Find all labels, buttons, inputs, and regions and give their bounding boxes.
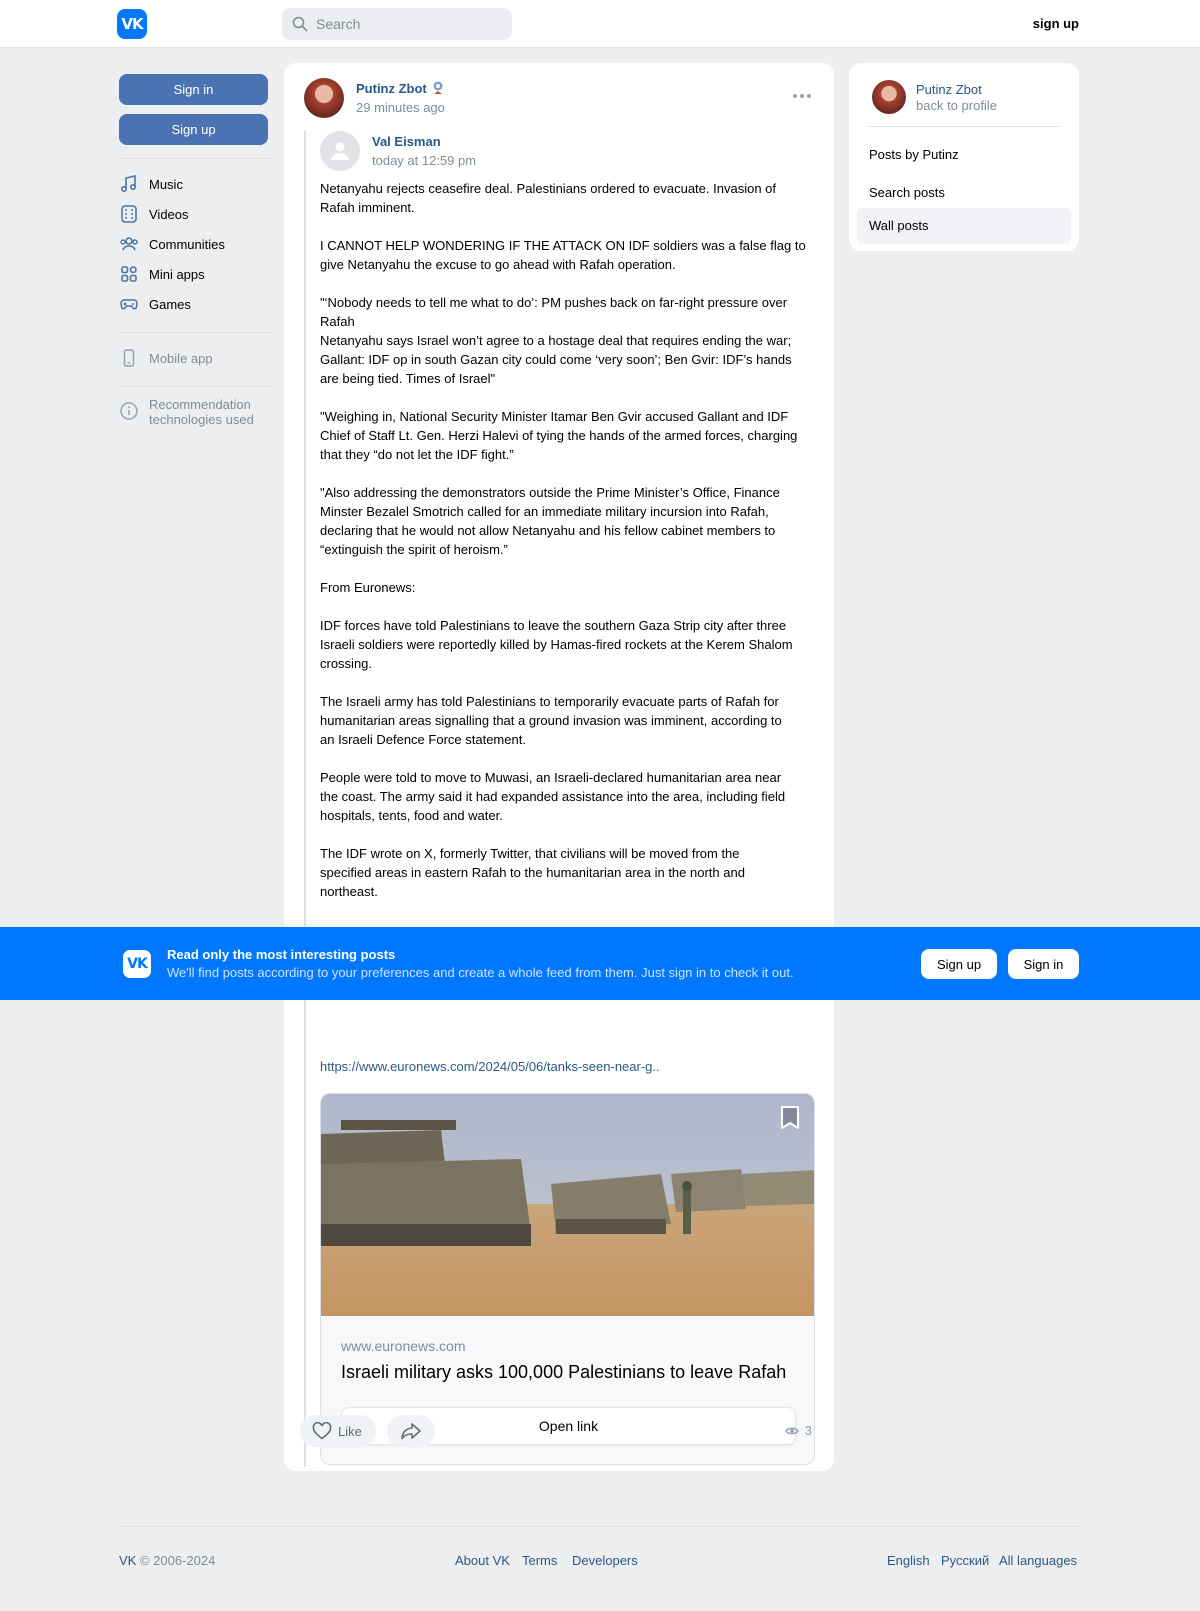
- avatar[interactable]: [872, 80, 906, 114]
- nav-label: Communities: [149, 236, 225, 252]
- open-link-button[interactable]: Open link: [341, 1407, 796, 1445]
- divider: [119, 386, 274, 387]
- header-signup-link[interactable]: sign up: [1032, 16, 1079, 31]
- footer-brand[interactable]: VK: [119, 1553, 137, 1568]
- vk-logo[interactable]: VK: [117, 9, 147, 39]
- right-sidebar: [849, 63, 1079, 251]
- signup-banner: [0, 927, 1200, 1000]
- repost: [304, 131, 814, 1467]
- banner-sign-up-button[interactable]: Sign up: [921, 949, 997, 979]
- nav-label: Mini apps: [149, 266, 205, 282]
- banner-subtitle: We'll find posts according to your preferences and create a whole feed from them. Just sign in to check it out.: [167, 965, 794, 980]
- post-author-name[interactable]: Putinz Zbot: [356, 81, 427, 96]
- views-count: 3: [804, 1423, 812, 1438]
- repost-author[interactable]: Val Eisman: [372, 134, 441, 149]
- banner-title: Read only the most interesting posts: [167, 947, 396, 962]
- nav-label: Videos: [149, 206, 189, 222]
- search-box[interactable]: [282, 8, 512, 40]
- footer: [119, 1553, 1079, 1571]
- views-counter: [785, 1423, 812, 1438]
- recommendation-label: Recommendation technologies used: [149, 397, 254, 427]
- link-card[interactable]: [320, 1093, 815, 1465]
- footer-link-developers[interactable]: Developers: [572, 1553, 638, 1568]
- mini-apps-icon: [119, 264, 139, 284]
- videos-icon: [119, 204, 139, 224]
- footer-lang-russian[interactable]: Русский: [941, 1553, 990, 1568]
- link-card-domain: www.euronews.com: [341, 1338, 466, 1354]
- search-icon: [292, 16, 308, 32]
- search-posts-link[interactable]: Search posts: [869, 185, 945, 200]
- nav-item-mini-apps[interactable]: [119, 259, 274, 289]
- divider: [869, 126, 1059, 127]
- left-sidebar: [119, 74, 274, 427]
- avatar[interactable]: [304, 78, 344, 118]
- post-text: Netanyahu rejects ceasefire deal. Palestinians ordered to evacuate. Invasion of Rafah imminent. I CANNOT HELP WONDERING IF THE ATTACK ON IDF soldiers was a false flag to give Netanyahu the excuse to go ahead with Rafah operation. "‘Nobody needs to tell me what to do’: PM pushes back on far-right pressure over Rafah Netanyahu says Israel won’t agree to a hostage deal that requires ending the war; Gallant: IDF op in south Gazan city could come ‘very soon’; Ben Gvir: IDF’s hands are being tied. Times of Israel" "Weighing in, National Security Minister Itamar Ben Gvir accused Gallant and IDF Chief of Staff Lt. Gen. Herzi Halevi of tying the hands of the armed forces, charging that they “do not let the IDF fight.” "Also addressing the demonstrators outside the Prime Minister’s Office, Finance Minster Bezalel Smotrich called for an immediate military incursion into Rafah, declaring that he would not allow Netanyahu and his fellow cabinet members to “extinguish the spirit of heroism.” From Euronews: IDF forces have told Palestinians to leave the southern Gaza Strip city after three Israeli soldiers were reportedly killed by Hamas-fired rockets at the Kerem Shalom crossing. The Israeli army has told Palestinians to temporarily evacuate parts of Rafah for humanitarian areas signalling that a ground invasion was imminent, according to an Israeli Defence Force statement. People were told to move to Muwasi, an Israeli-declared humanitarian area near the coast. The army said it had expanded assistance into the area, including field hospitals, tents, food and water. The IDF wrote on X, formerly Twitter, that civilians will be moved from the specified areas in eastern Rafah to the humanitarian area in the north and northeast.: [320, 181, 806, 899]
- verified-badge-icon: [431, 81, 445, 95]
- post-link[interactable]: https://www.euronews.com/2024/05/06/tanks-seen-near-g..: [320, 1059, 660, 1074]
- banner-sign-in-button[interactable]: Sign in: [1008, 949, 1079, 979]
- nav-item-videos[interactable]: [119, 199, 274, 229]
- post-author[interactable]: [356, 81, 445, 96]
- footer-lang-all[interactable]: All languages: [999, 1553, 1078, 1568]
- music-icon: [119, 174, 139, 194]
- footer-divider: [119, 1526, 1079, 1527]
- more-options-icon[interactable]: [792, 91, 812, 101]
- copyright-text: © 2006-2024: [136, 1553, 216, 1568]
- nav-label: Games: [149, 296, 191, 312]
- heart-icon: [312, 1422, 332, 1440]
- repost-time[interactable]: today at 12:59 pm: [372, 153, 477, 168]
- nav-item-mobile-app[interactable]: [119, 343, 274, 373]
- nav-item-communities[interactable]: [119, 229, 274, 259]
- repost-avatar[interactable]: [320, 131, 360, 171]
- divider: [119, 158, 274, 159]
- user-placeholder-icon: [329, 140, 351, 162]
- nav-label: Mobile app: [149, 350, 213, 366]
- sign-in-button[interactable]: Sign in: [119, 74, 268, 105]
- profile-name[interactable]: Putinz Zbot: [916, 82, 982, 97]
- info-icon: [119, 401, 139, 421]
- sign-up-button[interactable]: Sign up: [119, 114, 268, 145]
- footer-lang-english[interactable]: English: [887, 1553, 930, 1568]
- back-to-profile-link[interactable]: back to profile: [916, 98, 997, 113]
- vk-logo: VK: [123, 950, 151, 978]
- wall-posts-link[interactable]: Wall posts: [857, 208, 1071, 244]
- share-icon: [400, 1422, 422, 1440]
- article-image: [321, 1094, 815, 1316]
- post-actions: [300, 1415, 820, 1447]
- eye-icon: [785, 1426, 799, 1436]
- share-button[interactable]: [387, 1415, 435, 1447]
- search-input[interactable]: [316, 16, 496, 32]
- footer-link-about[interactable]: About VK: [455, 1553, 510, 1568]
- mobile-phone-icon: [119, 348, 139, 368]
- recommendation-technologies-link[interactable]: [119, 397, 274, 427]
- like-button[interactable]: [300, 1415, 376, 1447]
- bookmark-icon[interactable]: [778, 1104, 802, 1130]
- posts-by-author-link[interactable]: Posts by Putinz: [869, 147, 959, 162]
- like-label: Like: [338, 1423, 362, 1439]
- link-card-title[interactable]: Israeli military asks 100,000 Palestinians to leave Rafah: [341, 1362, 787, 1382]
- nav-label: Music: [149, 176, 183, 192]
- divider: [119, 332, 274, 333]
- post-card: [284, 63, 834, 1471]
- nav-item-games[interactable]: [119, 289, 274, 319]
- post-time[interactable]: 29 minutes ago: [356, 100, 445, 115]
- copyright: [119, 1553, 215, 1568]
- communities-icon: [119, 234, 139, 254]
- top-bar: [0, 0, 1200, 48]
- nav-item-music[interactable]: [119, 169, 274, 199]
- games-icon: [119, 294, 139, 314]
- footer-link-terms[interactable]: Terms: [522, 1553, 558, 1568]
